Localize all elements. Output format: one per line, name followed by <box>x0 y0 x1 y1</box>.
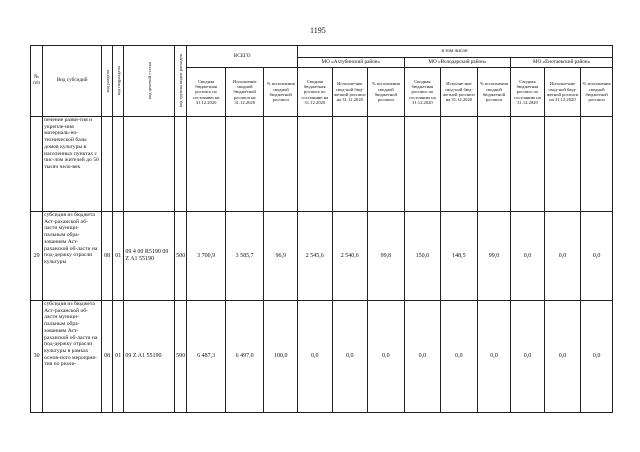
header-row-1 <box>31 46 613 58</box>
header-akht-pct: % исполнения сводной бюджетной росписи <box>368 68 405 117</box>
cell-vol-exec <box>441 117 478 212</box>
row-no: 29 <box>31 212 43 301</box>
header-podrazdel-text: код подраздела <box>115 66 121 96</box>
row-vr <box>175 117 187 212</box>
page-number: 1195 <box>310 26 326 35</box>
cell-akht-pct: 0,0 <box>368 301 405 413</box>
header-csr <box>124 46 175 117</box>
row-name: субсидия из бюджета Аст-раханской об-ласти муници-пальным обра-зованиям Аст-раханской об-ласти на под-держку отрасли культуры <box>43 212 102 301</box>
header-enotaevsky: МО «Енотаевский район» <box>511 58 613 68</box>
cell-total-plan: 3 700,9 <box>187 212 226 301</box>
row-csr: 09 4 00 R5190 09 Z A1 55190 <box>124 212 175 301</box>
cell-enot-plan: 0,0 <box>511 212 545 301</box>
cell-total-exec: 3 585,7 <box>225 212 264 301</box>
row-vr: 500 <box>175 212 187 301</box>
row-csr: 09 Z A1 55190 <box>124 301 175 413</box>
cell-total-plan: 6 487,3 <box>187 301 226 413</box>
row-no <box>31 117 43 212</box>
cell-enot-exec <box>544 117 581 212</box>
cell-enot-plan <box>511 117 545 212</box>
cell-total-pct: 100,0 <box>264 301 298 413</box>
header-name: Вид субсидий <box>43 46 102 117</box>
row-razdel <box>102 117 113 212</box>
cell-vol-pct: 99,0 <box>477 212 511 301</box>
cell-enot-exec: 0,0 <box>544 212 581 301</box>
cell-akht-pct: 99,8 <box>368 212 405 301</box>
row-razdel: 08 <box>102 212 113 301</box>
cell-total-exec <box>225 117 264 212</box>
cell-vol-exec: 0,0 <box>441 301 478 413</box>
row-vr: 500 <box>175 301 187 413</box>
cell-akht-pct <box>368 117 405 212</box>
header-podrazdel <box>113 46 124 117</box>
header-no: № п/п <box>31 46 43 117</box>
header-razdel <box>102 46 113 117</box>
header-vol-pct: % исполнения сводной бюджетной росписи <box>477 68 511 117</box>
row-podrazdel: 01 <box>113 212 124 301</box>
header-vol-exec: Исполне-ние свод-ной бюд-жетной росписи на 31.12.2020 <box>441 68 478 117</box>
cell-akht-plan: 0,0 <box>298 301 333 413</box>
cell-akht-exec: 2 540,6 <box>332 212 368 301</box>
cell-enot-pct: 0,0 <box>581 301 613 413</box>
header-enot-plan: Сводная бюджетная роспись по состоянию на 31.12.2020 <box>511 68 545 117</box>
header-total-exec: Исполнение сводной бюджетной росписи на 31.12.2020 <box>225 68 264 117</box>
table-row <box>31 212 613 301</box>
row-name: печение разви-тия и укрепле-ния материаль-но-технической базы домов культуры в населенных пунктах с чис-лом жителей до 50 тысяч чело-век <box>43 117 102 212</box>
cell-akht-exec: 0,0 <box>332 301 368 413</box>
header-enot-exec: Исполне-ние свод-ной бюд-жетной росписи на 31.12.2020 <box>544 68 581 117</box>
header-akht-plan: Сводная бюджетная роспись по состоянию на 31.12.2020 <box>298 68 333 117</box>
header-csr-text: код целевой статьи <box>146 62 152 100</box>
cell-vol-plan: 0,0 <box>404 301 441 413</box>
header-razdel-text: код раздела <box>104 69 110 93</box>
header-total-plan: Сводная бюджетная роспись по состоянию на 31.12.2020 <box>187 68 226 117</box>
cell-enot-exec: 0,0 <box>544 301 581 413</box>
cell-akht-exec <box>332 117 368 212</box>
cell-akht-plan: 2 545,6 <box>298 212 333 301</box>
cell-enot-pct <box>581 117 613 212</box>
header-volodarsky: МО «Володарский район» <box>404 58 511 68</box>
header-total-group: ВСЕГО <box>187 46 298 68</box>
row-csr <box>124 117 175 212</box>
row-name: субсидия из бюджета Аст-раханской об-ласти муници-пальным обра-зованиям Аст-раханской об-ласти на под-держку отрасли культуры в рамках основ-ного мероприя-тия по реали- <box>43 301 102 413</box>
cell-total-exec: 6 497,0 <box>225 301 264 413</box>
cell-vol-plan <box>404 117 441 212</box>
row-podrazdel <box>113 117 124 212</box>
cell-vol-exec: 148,5 <box>441 212 478 301</box>
cell-akht-plan <box>298 117 333 212</box>
header-total-pct: % исполнения сводной бюджетной росписи <box>264 68 298 117</box>
header-akhtubinsky: МО «Ахтубинский район» <box>298 58 405 68</box>
row-podrazdel: 01 <box>113 301 124 413</box>
cell-enot-pct: 0,0 <box>581 212 613 301</box>
cell-vol-pct <box>477 117 511 212</box>
cell-vol-plan: 150,0 <box>404 212 441 301</box>
header-akht-exec: Исполне-ние свод-ной бюд-жетной росписи на 31.12.2020 <box>332 68 368 117</box>
table-row <box>31 301 613 413</box>
table-row <box>31 117 613 212</box>
cell-enot-plan: 0,0 <box>511 301 545 413</box>
header-vol-plan: Сводная бюджетная роспись по состоянию на 31.12.2020 <box>404 68 441 117</box>
budget-table <box>30 45 613 413</box>
cell-total-plan <box>187 117 226 212</box>
header-enot-pct: % исполнения сводной бюджетной росписи <box>581 68 613 117</box>
header-vr <box>175 46 187 117</box>
cell-vol-pct: 0,0 <box>477 301 511 413</box>
cell-total-pct: 96,9 <box>264 212 298 301</box>
header-incl-group: в том числе: <box>298 46 613 58</box>
row-no: 30 <box>31 301 43 413</box>
row-razdel: 08 <box>102 301 113 413</box>
cell-total-pct <box>264 117 298 212</box>
header-vr-text: код группы видов расходов <box>178 54 184 108</box>
